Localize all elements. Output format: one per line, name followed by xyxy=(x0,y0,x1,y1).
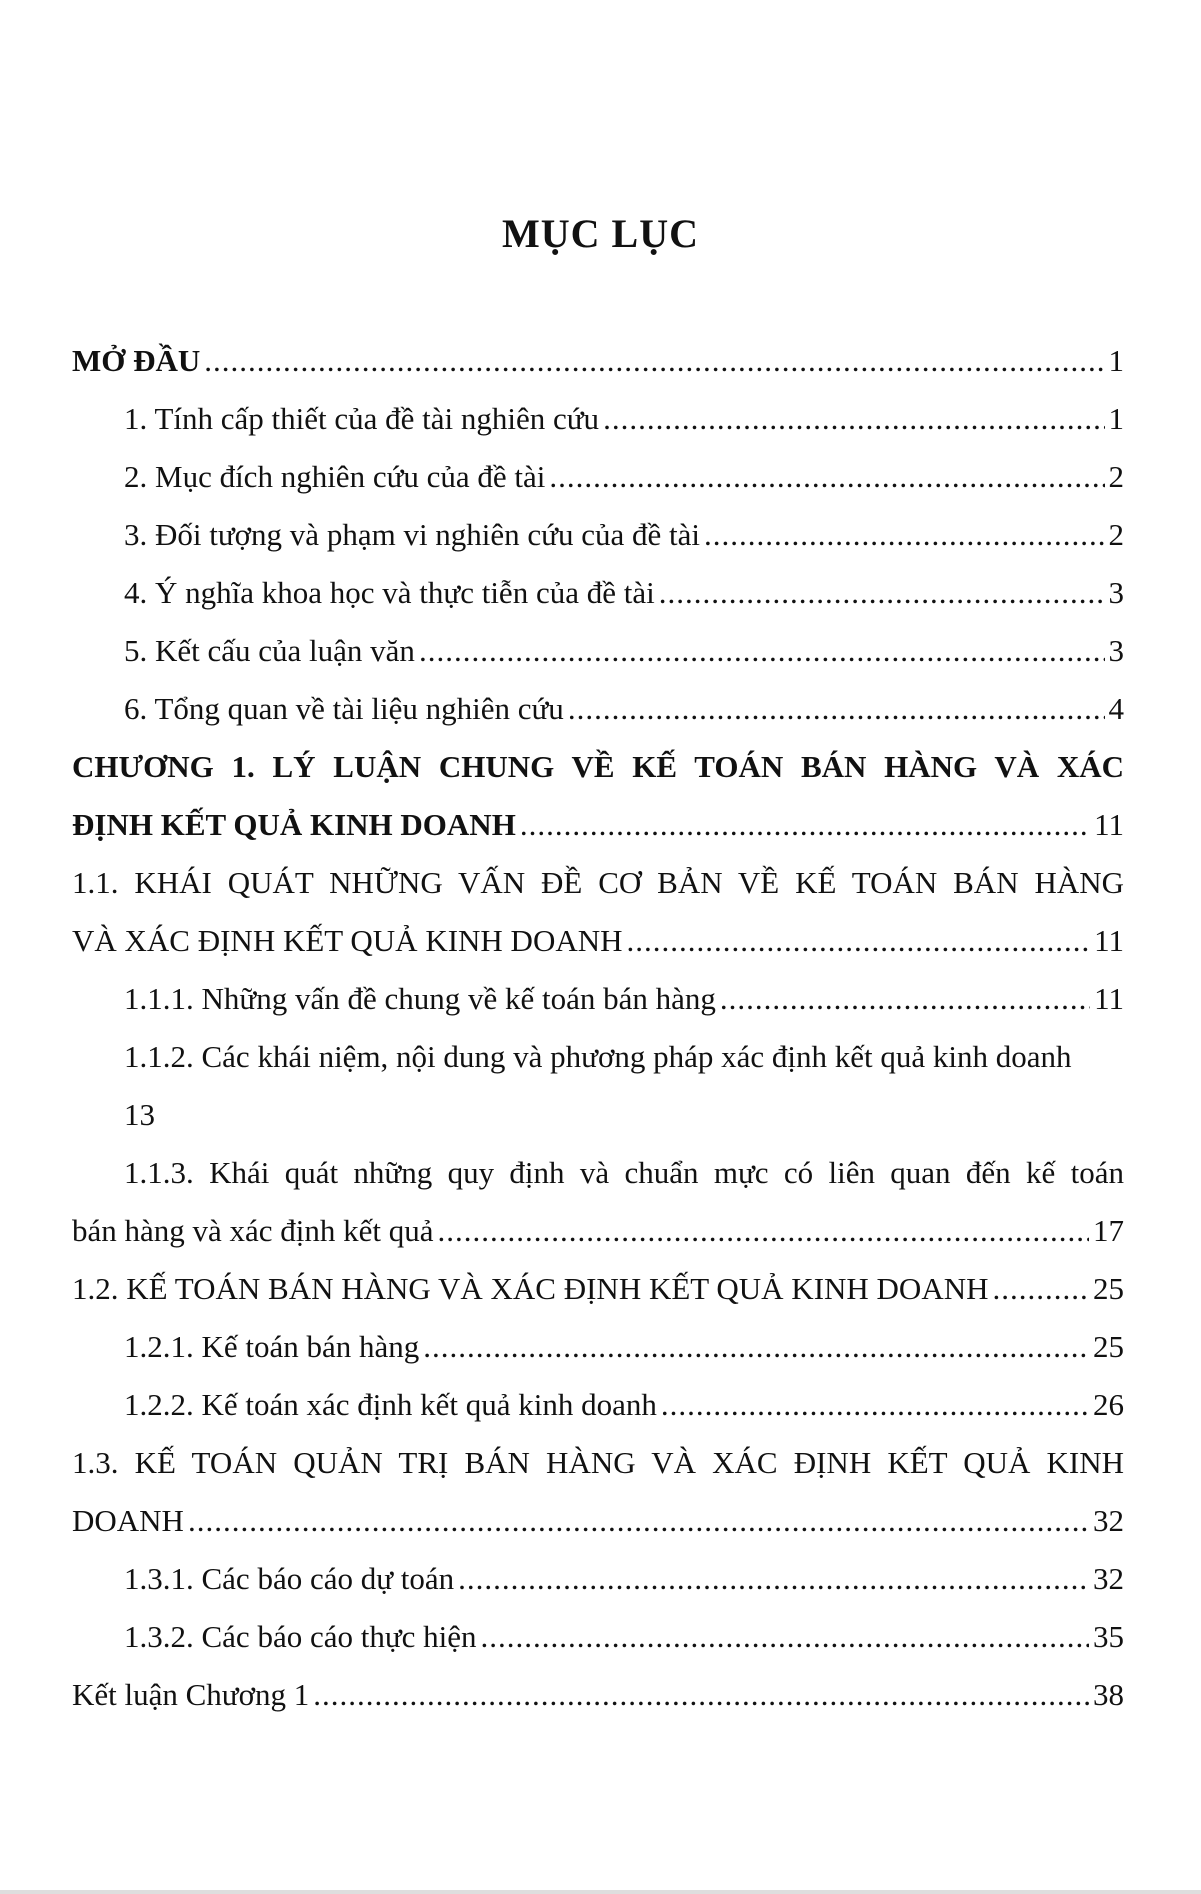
dot-leader xyxy=(438,1202,1089,1260)
toc-entry-text: 1.1. KHÁI QUÁT NHỮNG VẤN ĐỀ CƠ BẢN VỀ KẾ TOÁN BÁN HÀNG xyxy=(72,865,1124,900)
toc-entry-text: ĐỊNH KẾT QUẢ KINH DOANH xyxy=(72,807,516,842)
toc-entry-intro-4 xyxy=(72,564,1124,622)
toc-page-number: 17 xyxy=(1093,1213,1124,1248)
dot-leader xyxy=(661,1376,1089,1434)
dot-leader xyxy=(603,390,1104,448)
toc-entry-chapter-1-line-1 xyxy=(72,738,1124,796)
toc-entry-1-1-1 xyxy=(72,970,1124,1028)
toc-entry-text: Kết luận Chương 1 xyxy=(72,1677,310,1712)
dot-leader xyxy=(568,680,1105,738)
dot-leader xyxy=(520,796,1090,854)
toc-page-number: 1 xyxy=(1108,343,1124,378)
toc-entry-1-3-line-1 xyxy=(72,1434,1124,1492)
dot-leader xyxy=(458,1550,1089,1608)
toc-page-number: 38 xyxy=(1093,1677,1124,1712)
toc-entry-text: MỞ ĐẦU xyxy=(72,343,201,378)
toc-entry-text: 4. Ý nghĩa khoa học và thực tiễn của đề tài xyxy=(124,575,655,610)
dot-leader xyxy=(720,970,1090,1028)
dot-leader xyxy=(627,912,1091,970)
page-title: MỤC LỤC xyxy=(502,211,699,256)
toc-entry-1-2 xyxy=(72,1260,1124,1318)
toc-entry-text: 1.2.2. Kế toán xác định kết quả kinh doanh xyxy=(124,1387,657,1422)
toc-page-number: 11 xyxy=(1094,981,1124,1016)
toc-entry-1-3-1 xyxy=(72,1550,1124,1608)
toc-page-number: 26 xyxy=(1093,1387,1124,1422)
toc-entry-text: 3. Đối tượng và phạm vi nghiên cứu của đề tài xyxy=(124,517,700,552)
toc-entry-1-2-2 xyxy=(72,1376,1124,1434)
toc-entry-intro-5 xyxy=(72,622,1124,680)
toc-entry-text: 1.3.1. Các báo cáo dự toán xyxy=(124,1561,455,1596)
toc-page-number: 25 xyxy=(1093,1271,1124,1306)
toc-entry-1-1-2-line-2 xyxy=(72,1086,1124,1144)
toc-entry-text: 1.1.3. Khái quát những quy định và chuẩn mực có liên quan đến kế toán xyxy=(124,1155,1124,1190)
toc-entry-intro-3 xyxy=(72,506,1124,564)
toc-page-number: 35 xyxy=(1093,1619,1124,1654)
dot-leader xyxy=(204,332,1104,390)
toc-entry-text: VÀ XÁC ĐỊNH KẾT QUẢ KINH DOANH xyxy=(72,923,623,958)
toc-page-number: 13 xyxy=(124,1097,155,1132)
toc-entry-1-1-3-line-2 xyxy=(72,1202,1124,1260)
toc-page-number: 25 xyxy=(1093,1329,1124,1364)
toc-page-number: 3 xyxy=(1108,575,1124,610)
toc-entry-1-1-2-line-1 xyxy=(72,1028,1124,1086)
toc-entry-intro-1 xyxy=(72,390,1124,448)
toc-page-number: 1 xyxy=(1108,401,1124,436)
dot-leader xyxy=(704,506,1105,564)
dot-leader xyxy=(481,1608,1089,1666)
toc-page-number: 4 xyxy=(1108,691,1124,726)
toc-entry-text: 1.3. KẾ TOÁN QUẢN TRỊ BÁN HÀNG VÀ XÁC ĐỊNH KẾT QUẢ KINH xyxy=(72,1445,1124,1480)
toc-entry-1-3-line-2 xyxy=(72,1492,1124,1550)
toc-entry-text: CHƯƠNG 1. LÝ LUẬN CHUNG VỀ KẾ TOÁN BÁN HÀNG VÀ XÁC xyxy=(72,749,1124,784)
toc-page-number: 2 xyxy=(1108,459,1124,494)
dot-leader xyxy=(313,1666,1089,1724)
toc-entry-mo-dau xyxy=(72,332,1124,390)
toc-entry-1-1-line-1 xyxy=(72,854,1124,912)
toc-page-number: 32 xyxy=(1093,1503,1124,1538)
toc-entry-1-3-2 xyxy=(72,1608,1124,1666)
toc-entry-intro-2 xyxy=(72,448,1124,506)
toc-entry-chapter-1-line-2 xyxy=(72,796,1124,854)
dot-leader xyxy=(188,1492,1089,1550)
toc-page-number: 32 xyxy=(1093,1561,1124,1596)
page-bottom-edge xyxy=(0,1890,1201,1894)
toc-entry-text: bán hàng và xác định kết quả xyxy=(72,1213,434,1248)
toc-entry-text: 1.3.2. Các báo cáo thực hiện xyxy=(124,1619,477,1654)
dot-leader xyxy=(419,622,1105,680)
toc-entry-1-2-1 xyxy=(72,1318,1124,1376)
toc-entry-1-1-line-2 xyxy=(72,912,1124,970)
dot-leader xyxy=(549,448,1104,506)
toc-entry-text: 1.1.1. Những vấn đề chung về kế toán bán hàng xyxy=(124,981,716,1016)
toc-entry-text: 1. Tính cấp thiết của đề tài nghiên cứu xyxy=(124,401,600,436)
toc-page-number: 3 xyxy=(1108,633,1124,668)
toc-entry-text: DOANH xyxy=(72,1503,184,1538)
toc-entry-text: 6. Tổng quan về tài liệu nghiên cứu xyxy=(124,691,564,726)
table-of-contents xyxy=(72,332,1124,1724)
toc-page-number: 11 xyxy=(1094,923,1124,958)
toc-entry-conclusion xyxy=(72,1666,1124,1724)
dot-leader xyxy=(659,564,1105,622)
dot-leader xyxy=(992,1260,1089,1318)
toc-entry-text: 1.2. KẾ TOÁN BÁN HÀNG VÀ XÁC ĐỊNH KẾT QUẢ KINH DOANH xyxy=(72,1271,989,1306)
toc-entry-intro-6 xyxy=(72,680,1124,738)
toc-entry-text: 5. Kết cấu của luận văn xyxy=(124,633,415,668)
dot-leader xyxy=(423,1318,1089,1376)
toc-entry-text: 2. Mục đích nghiên cứu của đề tài xyxy=(124,459,546,494)
toc-entry-1-1-3-line-1 xyxy=(72,1144,1124,1202)
toc-entry-text: 1.1.2. Các khái niệm, nội dung và phương pháp xác định kết quả kinh doanh xyxy=(124,1039,1072,1074)
toc-page-number: 2 xyxy=(1108,517,1124,552)
toc-entry-text: 1.2.1. Kế toán bán hàng xyxy=(124,1329,420,1364)
toc-page-number: 11 xyxy=(1094,807,1124,842)
